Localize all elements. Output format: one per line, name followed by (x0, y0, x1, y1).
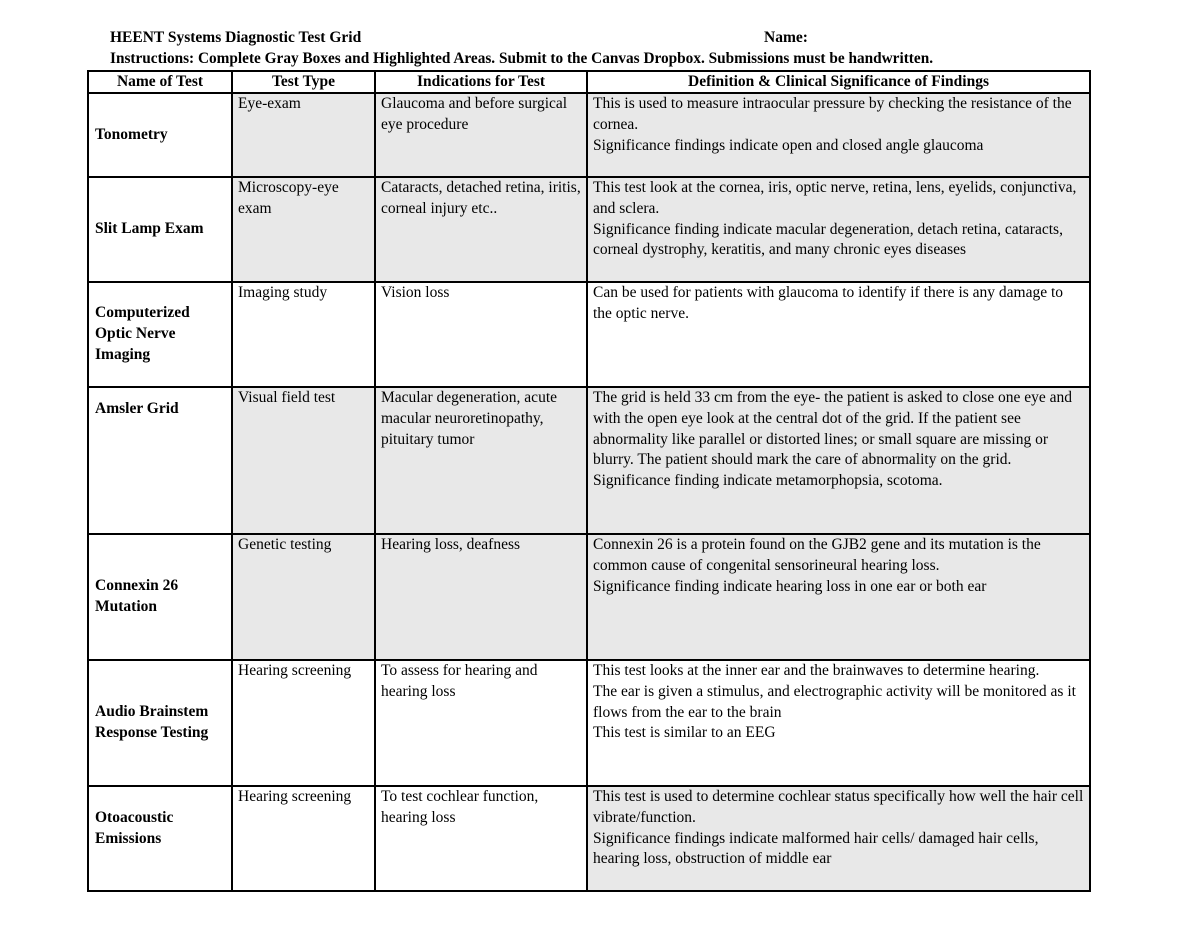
indications-cell: Glaucoma and before surgical eye procedure (375, 93, 587, 177)
table-row (88, 177, 1090, 282)
definition-cell: This is used to measure intraocular pressure by checking the resistance of the cornea. Significance findings indicate open and closed angle glaucoma (587, 93, 1090, 177)
test-type-cell: Visual field test (232, 387, 375, 534)
indications-cell: To assess for hearing and hearing loss (375, 660, 587, 786)
test-type-cell: Hearing screening (232, 660, 375, 786)
table-row (88, 660, 1090, 786)
table-row (88, 786, 1090, 891)
column-header-type: Test Type (232, 71, 375, 93)
name-label: Name: (764, 29, 808, 46)
table-row (88, 534, 1090, 660)
test-name-cell: Amsler Grid (88, 387, 232, 534)
test-type-cell: Hearing screening (232, 786, 375, 891)
indications-cell: Vision loss (375, 282, 587, 387)
page-title: HEENT Systems Diagnostic Test Grid (110, 29, 362, 46)
diagnostic-test-table (87, 70, 1091, 892)
definition-cell: Can be used for patients with glaucoma to identify if there is any damage to the optic nerve. (587, 282, 1090, 387)
definition-cell: The grid is held 33 cm from the eye- the patient is asked to close one eye and with the open eye look at the central dot of the grid. If the patient see abnormality like parallel or distorted lines; or small square are missing or blurry. The patient should mark the care of abnormality on the grid. Significance finding indicate metamorphopsia, scotoma. (587, 387, 1090, 534)
instructions-text: Instructions: Complete Gray Boxes and Highlighted Areas. Submit to the Canvas Dropbox. Submissions must be handwritten. (110, 50, 934, 67)
test-type-cell: Imaging study (232, 282, 375, 387)
indications-cell: Cataracts, detached retina, iritis, corneal injury etc.. (375, 177, 587, 282)
test-type-cell: Genetic testing (232, 534, 375, 660)
test-type-cell: Microscopy-eye exam (232, 177, 375, 282)
test-name-cell: Slit Lamp Exam (88, 177, 232, 282)
column-header-name: Name of Test (88, 71, 232, 93)
test-name-cell: Computerized Optic Nerve Imaging (88, 282, 232, 387)
test-name-cell: Tonometry (88, 93, 232, 177)
definition-cell: This test looks at the inner ear and the brainwaves to determine hearing. The ear is given a stimulus, and electrographic activity will be monitored as it flows from the ear to the brain This test is similar to an EEG (587, 660, 1090, 786)
test-name-cell: Audio Brainstem Response Testing (88, 660, 232, 786)
indications-cell: To test cochlear function, hearing loss (375, 786, 587, 891)
column-header-definition: Definition & Clinical Significance of Findings (587, 71, 1090, 93)
table-header-row (88, 71, 1090, 93)
table-row (88, 93, 1090, 177)
indications-cell: Macular degeneration, acute macular neuroretinopathy, pituitary tumor (375, 387, 587, 534)
table-row (88, 387, 1090, 534)
definition-cell: This test look at the cornea, iris, optic nerve, retina, lens, eyelids, conjunctiva, and sclera. Significance finding indicate macular degeneration, detach retina, cataracts, corneal dystrophy, keratitis, and many chronic eyes diseases (587, 177, 1090, 282)
definition-cell: Connexin 26 is a protein found on the GJB2 gene and its mutation is the common cause of congenital sensorineural hearing loss. Significance finding indicate hearing loss in one ear or both ear (587, 534, 1090, 660)
definition-cell: This test is used to determine cochlear status specifically how well the hair cell vibrate/function. Significance findings indicate malformed hair cells/ damaged hair cells, hearing loss, obstruction of middle ear (587, 786, 1090, 891)
test-name-cell: Otoacoustic Emissions (88, 786, 232, 891)
indications-cell: Hearing loss, deafness (375, 534, 587, 660)
table-row (88, 282, 1090, 387)
test-name-cell: Connexin 26 Mutation (88, 534, 232, 660)
column-header-indications: Indications for Test (375, 71, 587, 93)
test-type-cell: Eye-exam (232, 93, 375, 177)
